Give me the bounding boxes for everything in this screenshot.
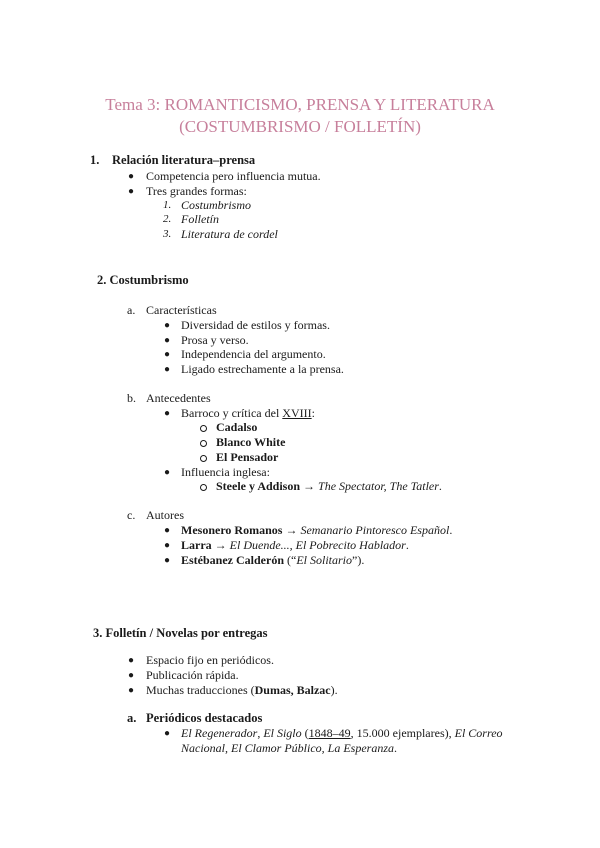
list-item: Barroco y crítica del XVIII: — [181, 406, 315, 420]
form-label: Literatura de cordel — [181, 227, 278, 241]
list-item: Larra → El Duende..., El Pobrecito Hablador. — [181, 538, 409, 552]
title-line-1: Tema 3: ROMANTICISMO, PRENSA Y LITERATURA — [105, 95, 495, 114]
section-2-heading: 2. Costumbrismo — [97, 273, 189, 287]
subsection-label: Autores — [146, 508, 184, 522]
list-item-continuation: Nacional, El Clamor Público, La Esperanza. — [181, 741, 397, 755]
list-item: Mesonero Romanos → Semanario Pintoresco Español. — [181, 523, 453, 537]
list-item: Muchas traducciones (Dumas, Balzac). — [146, 683, 338, 697]
list-item: Ligado estrechamente a la prensa. — [181, 362, 344, 376]
author-name: Blanco White — [216, 435, 286, 449]
author-name: Cadalso — [216, 420, 258, 434]
arrow-icon: → — [285, 523, 298, 537]
subsection-marker: a. — [127, 711, 137, 725]
subsection-marker: c. — [127, 508, 136, 522]
century-xviii: XVIII — [282, 406, 312, 420]
subsection-heading: Periódicos destacados — [146, 711, 263, 725]
form-number: 3. — [163, 228, 172, 240]
circle-bullet-icon — [200, 425, 207, 432]
list-item: Influencia inglesa: — [181, 465, 270, 479]
bullet-icon: ● — [128, 186, 135, 197]
form-number: 1. — [163, 199, 172, 211]
circle-bullet-icon — [200, 455, 207, 462]
list-item: Competencia pero influencia mutua. — [146, 169, 321, 183]
bullet-icon: ● — [128, 685, 135, 696]
subsection-marker: b. — [127, 391, 136, 405]
title-line-2: (COSTUMBRISMO / FOLLETÍN) — [179, 117, 421, 136]
subsection-marker: a. — [127, 303, 136, 317]
arrow-icon: → — [303, 479, 316, 493]
section-3-heading: 3. Folletín / Novelas por entregas — [93, 626, 268, 640]
bullet-icon: ● — [128, 171, 135, 182]
list-item: Steele y Addison → The Spectator, The Tatler. — [216, 479, 442, 493]
bullet-icon: ● — [128, 655, 135, 666]
list-item: Prosa y verso. — [181, 333, 249, 347]
bullet-icon: ● — [128, 670, 135, 681]
list-item: Tres grandes formas: — [146, 184, 247, 198]
subsection-label: Características — [146, 303, 217, 317]
list-item: Independencia del argumento. — [181, 347, 326, 361]
bullet-icon: ● — [164, 728, 171, 739]
list-item: Diversidad de estilos y formas. — [181, 318, 330, 332]
circle-bullet-icon — [200, 440, 207, 447]
bullet-icon: ● — [164, 320, 171, 331]
list-item: El Regenerador, El Siglo (1848–49, 15.000 ejemplares), El Correo — [181, 726, 503, 740]
arrow-icon: → — [214, 538, 227, 552]
form-label: Costumbrismo — [181, 198, 252, 212]
form-number: 2. — [163, 213, 172, 225]
bullet-icon: ● — [164, 540, 171, 551]
list-item: Espacio fijo en periódicos. — [146, 653, 274, 667]
section-1-heading: Relación literatura–prensa — [112, 153, 256, 167]
bullet-icon: ● — [164, 335, 171, 346]
circle-bullet-icon — [200, 484, 207, 491]
bullet-icon: ● — [164, 525, 171, 536]
author-name: El Pensador — [216, 450, 279, 464]
bullet-icon: ● — [164, 349, 171, 360]
list-item: Publicación rápida. — [146, 668, 239, 682]
bullet-icon: ● — [164, 408, 171, 419]
bullet-icon: ● — [164, 467, 171, 478]
form-label: Folletín — [181, 212, 219, 226]
page-title — [0, 94, 600, 138]
subsection-label: Antecedentes — [146, 391, 211, 405]
bullet-icon: ● — [164, 364, 171, 375]
bullet-icon: ● — [164, 555, 171, 566]
section-1-number: 1. — [90, 153, 100, 167]
list-item: Estébanez Calderón (“El Solitario”). — [181, 553, 365, 567]
